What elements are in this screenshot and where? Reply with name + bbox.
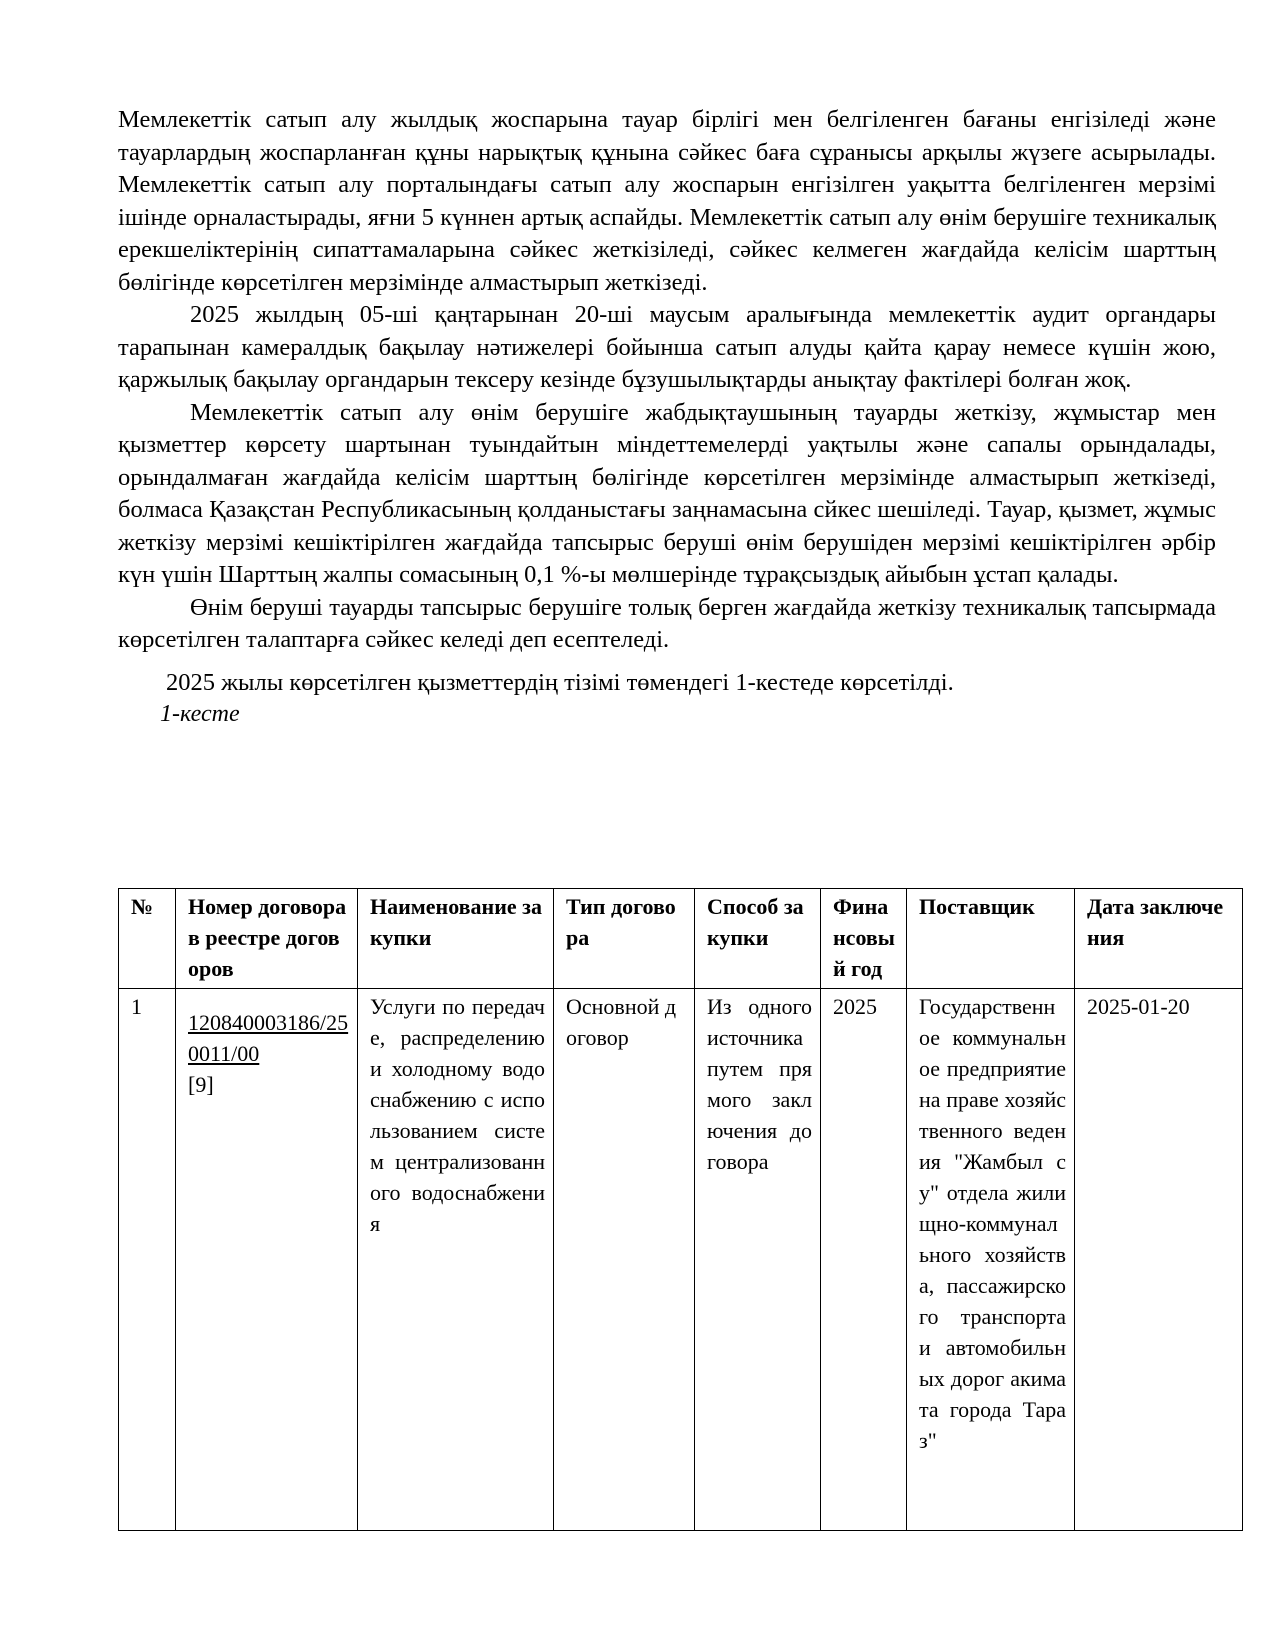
header-name: Наименование закупки bbox=[358, 889, 554, 989]
row-reference: [9] bbox=[188, 1072, 214, 1097]
row-supplier: Государственное коммунальное предприятие на праве хозяйственного ведения "Жамбыл су" отдела жилищно-коммунального хозяйства, пассажирского транспорта и автомобильных дорог акимата города Тараз" bbox=[907, 989, 1075, 1531]
table-caption: 1-кесте bbox=[160, 701, 240, 727]
row-method: Из одного источника путем прямого заключения договора bbox=[695, 989, 821, 1531]
table-intro: 2025 жылы көрсетілген қызметтердің тізімі төмендегі 1-кестеде көрсетілді. bbox=[166, 668, 954, 696]
table-row bbox=[119, 989, 1243, 1531]
table-header-row bbox=[119, 889, 1243, 989]
row-contract-cell bbox=[176, 989, 358, 1531]
row-num: 1 bbox=[119, 989, 176, 1531]
header-date: Дата заключения bbox=[1075, 889, 1243, 989]
row-fin-year: 2025 bbox=[821, 989, 907, 1531]
header-num: № bbox=[119, 889, 176, 989]
header-contract-number: Номер договора в реестре договоров bbox=[176, 889, 358, 989]
contracts-table bbox=[118, 888, 1243, 1531]
row-name: Услуги по передаче, распределению и холодному водоснабжению с использованием систем централизованного водоснабжения bbox=[358, 989, 554, 1531]
document-body bbox=[118, 104, 1216, 729]
paragraph-3: Мемлекеттік сатып алу өнім берушіге жабдықтаушының тауарды жеткізу, жұмыстар мен қызметтер көрсету шартынан туындайтын міндеттемелерді уақтылы және сапалы орындалады, орындалмаған жағдайда келісім шарттың бөлігінде көрсетілген мерзімінде алмастырып жеткізеді, болмаса Қазақстан Республикасының қолданыстағы заңнамасына сйкес шешіледі. Тауар, қызмет, жұмыс жеткізу мерзімі кешіктірілген жағдайда тапсырыс беруші өнім берушіден мерзімі кешіктірілген әрбір күн үшін Шарттың жалпы сомасының 0,1 %-ы мөлшерінде тұрақсыздық айыбын ұстап қалады. bbox=[118, 398, 1216, 588]
paragraph-1: Мемлекеттік сатып алу жылдық жоспарына тауар бірлігі мен белгіленген бағаны енгізіледі және тауарлардың жоспарланған құны нарықтық құнына сәйкес баға сұранысы арқылы жүзеге асырылады. Мемлекеттік сатып алу порталындағы сатып алу жоспарын енгізілген уақытта белгіленген мерзімі ішінде орналастырады, яғни 5 күннен артық аспайды. Мемлекеттік сатып алу өнім берушіге техникалық ерекшеліктерінің сипаттамаларына сәйкес жеткізіледі, сәйкес келмеген жағдайда келісім шарттың бөлігінде көрсетілген мерзімінде алмастырып жеткізеді. bbox=[118, 106, 1216, 296]
header-supplier: Поставщик bbox=[907, 889, 1075, 989]
header-method: Способ закупки bbox=[695, 889, 821, 989]
paragraph-2: 2025 жылдың 05-ші қаңтарынан 20-ші маусым аралығында мемлекеттік аудит органдары тарапынан камералдық бақылау нәтижелері бойынша сатып алуды қайта қарау немесе күшін жою, қаржылық бақылау органдарын тексеру кезінде бұзушылықтарды анықтау фактілері болған жоқ. bbox=[118, 301, 1216, 393]
row-date: 2025-01-20 bbox=[1075, 989, 1243, 1531]
paragraph-4: Өнім беруші тауарды тапсырыс берушіге толық берген жағдайда жеткізу техникалық тапсырмада көрсетілген талаптарға сәйкес келеді деп есептеледі. bbox=[118, 593, 1216, 653]
row-type: Основной договор bbox=[554, 989, 695, 1531]
header-fin-year: Финансовый год bbox=[821, 889, 907, 989]
contract-number-link[interactable]: 120840003186/250011/00 bbox=[188, 1010, 349, 1066]
header-type: Тип договора bbox=[554, 889, 695, 989]
